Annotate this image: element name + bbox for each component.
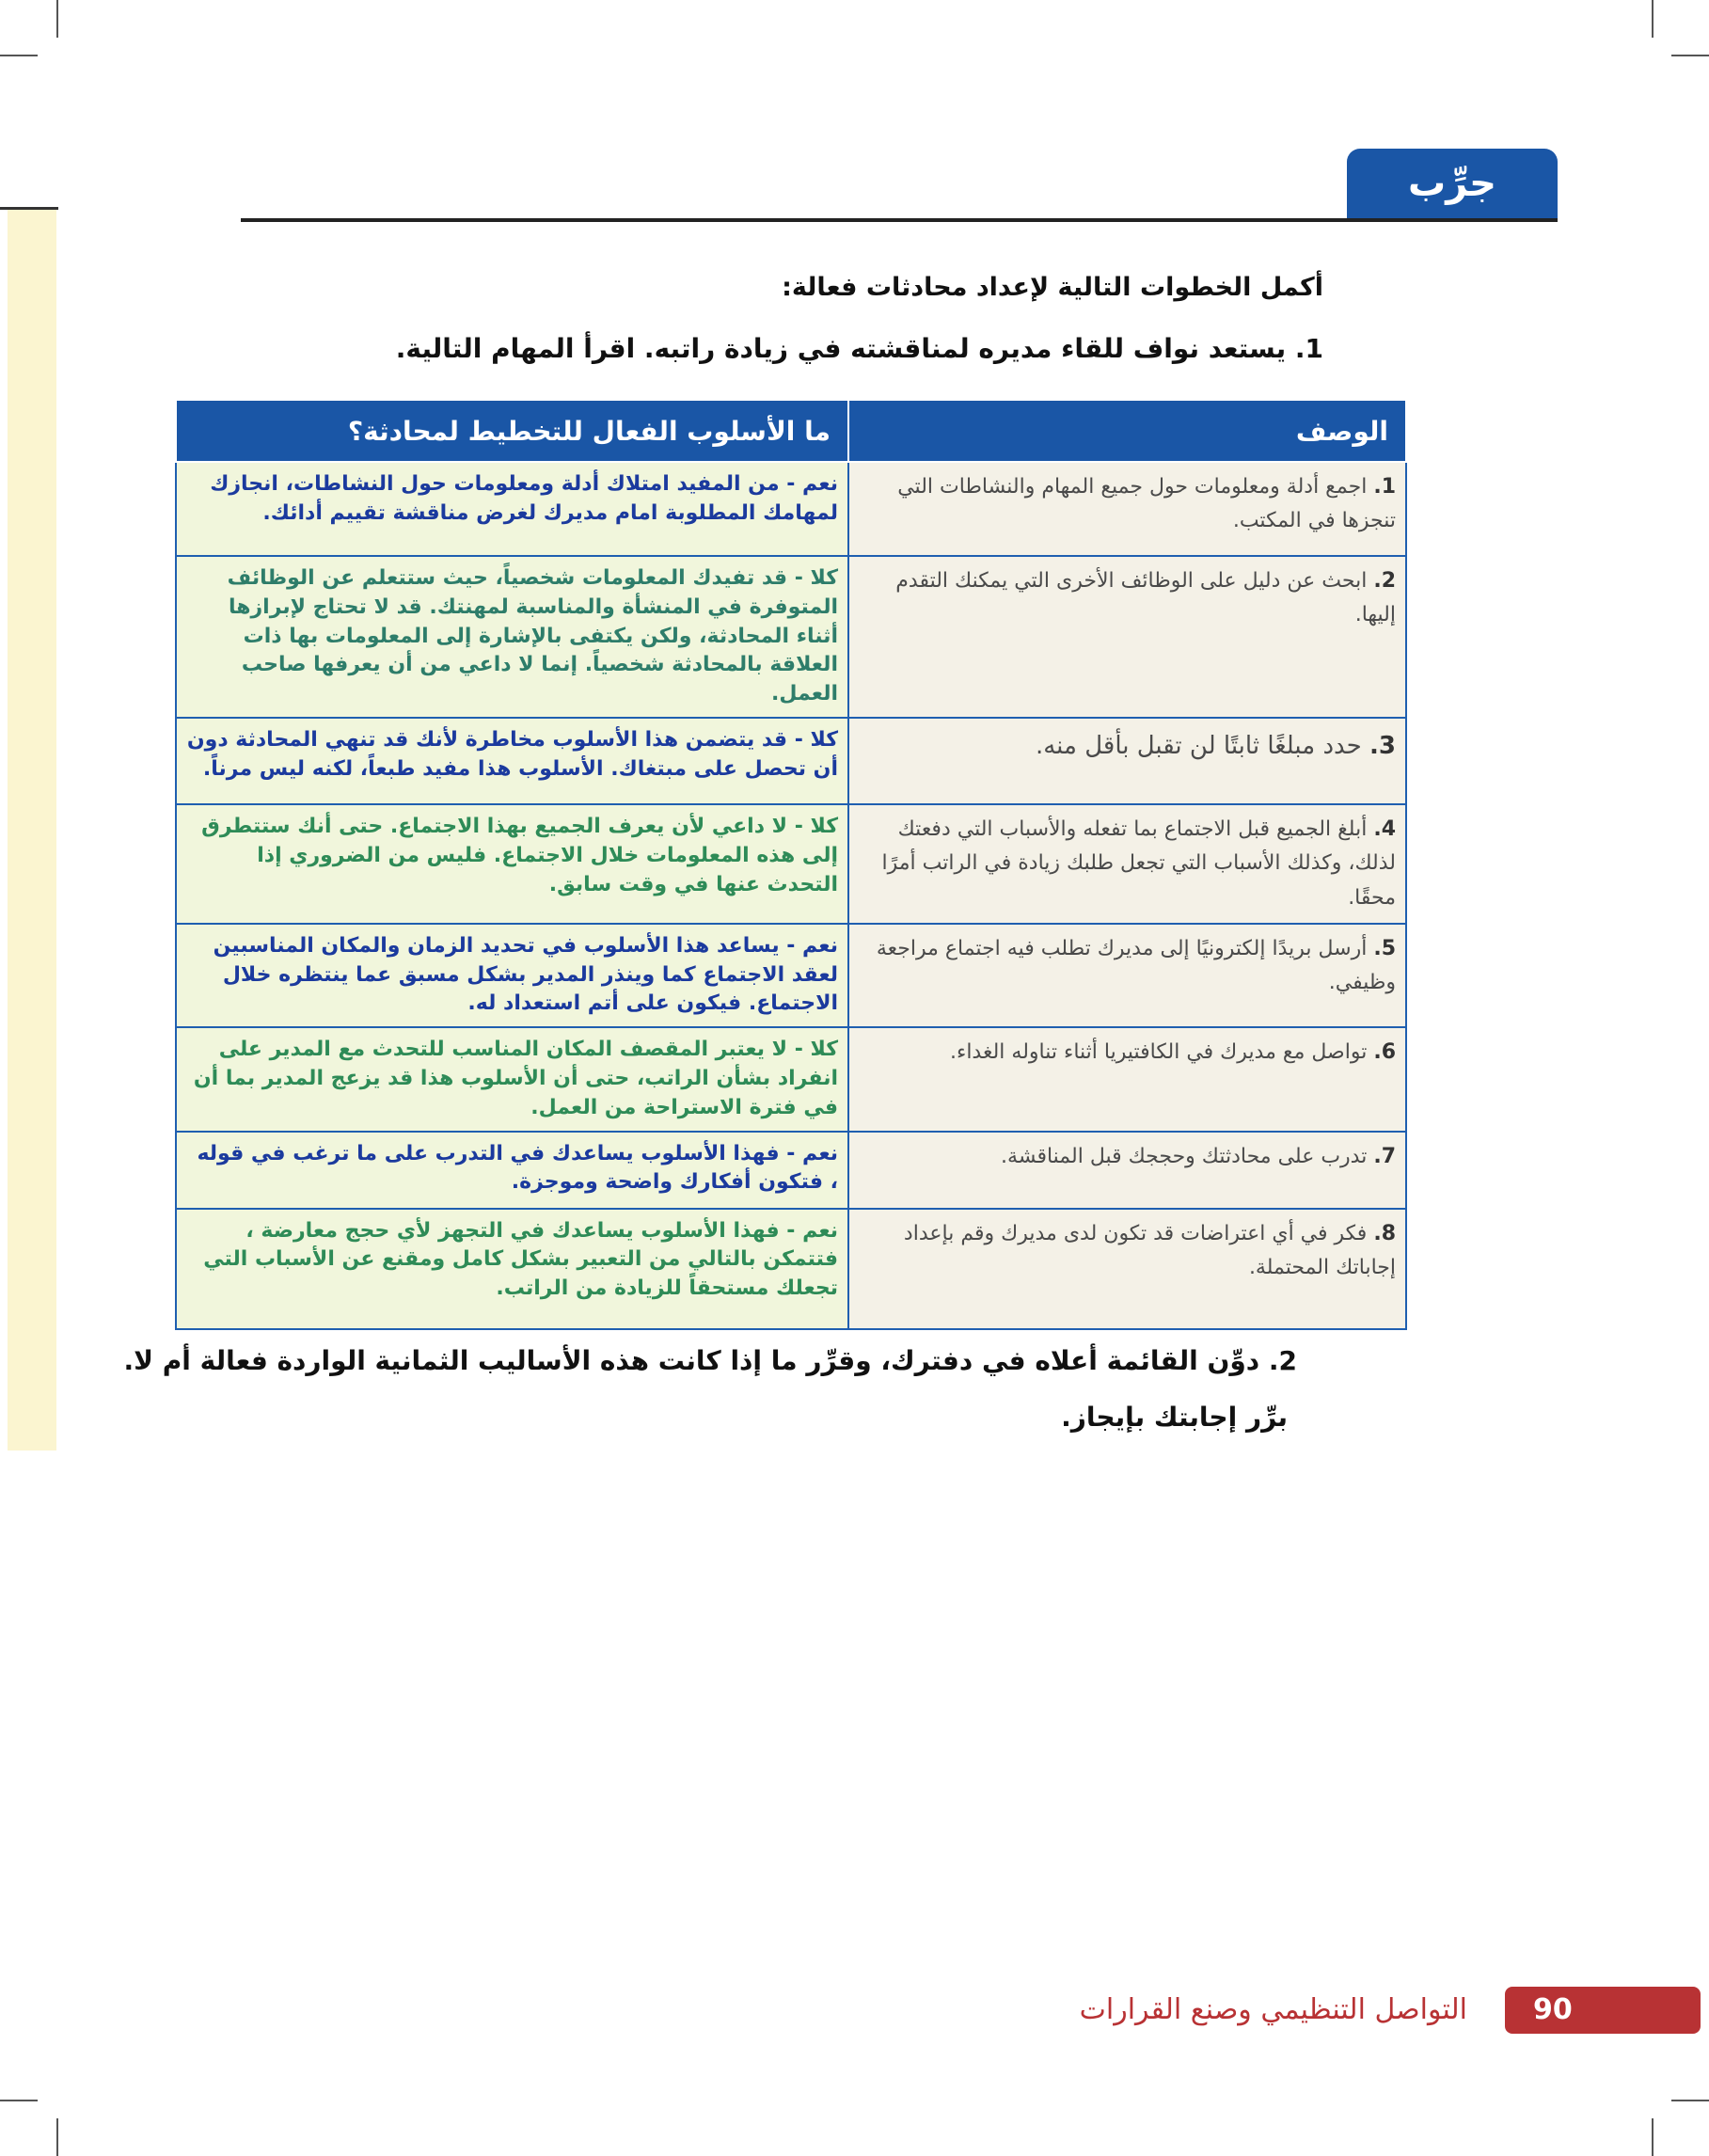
crop-mark (1652, 0, 1654, 38)
intro-text: أكمل الخطوات التالية لإعداد محادثات فعالة: (782, 273, 1323, 302)
row-answer: نعم - يساعد هذا الأسلوب في تحديد الزمان والمكان المناسبين لعقد الاجتماع كما وينذر المدير بشكل مسبق عما ينتظره خلال الاجتماع. فيكون على أتم استعداد له. (176, 924, 848, 1027)
step-2-line1: دوِّن القائمة أعلاه في دفترك، وقرِّر ما إذا كانت هذه الأساليب الثمانية الواردة فعالة أم لا. (123, 1345, 1260, 1376)
row-number: 8. (1373, 1221, 1396, 1245)
row-number: 5. (1373, 936, 1396, 960)
row-number: 1. (1373, 475, 1396, 499)
row-desc: تواصل مع مديرك في الكافتيريا أثناء تناوله الغداء. (949, 1040, 1368, 1065)
row-answer: كلا - لا داعي لأن يعرف الجميع بهذا الاجتماع. حتى أنك ستتطرق إلى هذه المعلومات خلال الاجتماع. فليس من الضروري إذا التحدث عنها في وقت سابق. (176, 804, 848, 924)
step-1-number: 1. (1294, 333, 1323, 364)
table-row (176, 924, 1406, 1027)
crop-mark (56, 2118, 58, 2156)
row-answer: كلا - لا يعتبر المقصف المكان المناسب للتحدث مع المدير على انفراد بشأن الراتب، حتى أن الأسلوب هذا قد يزعج المدير بما أن في فترة الاستراحة من العمل. (176, 1027, 848, 1131)
crop-mark (0, 55, 38, 56)
row-desc: أرسل بريدًا إلكترونيًا إلى مديرك تطلب فيه اجتماع مراجعة وظيفي. (876, 936, 1396, 995)
footer-title: التواصل التنظيمي وصنع القرارات (1079, 1993, 1467, 2026)
row-desc: فكر في أي اعتراضات قد تكون لدى مديرك وقم بإعداد إجاباتك المحتملة. (903, 1221, 1396, 1279)
header-desc: الوصف (848, 400, 1406, 462)
row-number: 6. (1373, 1040, 1396, 1065)
crop-mark (1671, 2100, 1709, 2101)
crop-mark (1671, 55, 1709, 56)
planning-table (175, 399, 1407, 1330)
row-desc: اجمع أدلة ومعلومات حول جميع المهام والنشاطات التي تنجزها في المكتب. (897, 475, 1396, 533)
side-rule (0, 207, 58, 210)
row-number: 3. (1369, 731, 1396, 760)
header-answer: ما الأسلوب الفعال للتخطيط لمحادثة؟ (176, 400, 848, 462)
table-row (176, 556, 1406, 718)
step-2 (124, 1345, 1297, 1376)
row-answer: كلا - قد يتضمن هذا الأسلوب مخاطرة لأنك قد تنهي المحادثة دون أن تحصل على مبتغاك. الأسلوب هذا مفيد طبعاً، لكنه ليس مرناً. (176, 718, 848, 804)
row-desc: ابحث عن دليل على الوظائف الأخرى التي يمكنك التقدم إليها. (895, 569, 1396, 627)
crop-mark (56, 0, 58, 38)
step-2-number: 2. (1268, 1345, 1297, 1376)
table-row (176, 462, 1406, 556)
row-desc: حدد مبلغًا ثابتًا لن تقبل بأقل منه. (1035, 731, 1362, 760)
row-number: 7. (1373, 1144, 1396, 1168)
crop-mark (1652, 2118, 1654, 2156)
section-tab: جرِّب بنفسك (1347, 149, 1558, 218)
row-answer: كلا - قد تفيدك المعلومات شخصياً، حيث ستتعلم عن الوظائف المتوفرة في المنشأة والمناسبة لمهنتك. قد لا تحتاج لإبرازها أثناء المحادثة، ولكن يكتفى بالإشارة إلى المعلومات بها ذات العلاقة بالمحادثة شخصياً. إنما لا داعي من أن يعرفها صاحب العمل. (176, 556, 848, 718)
step-1-text: يستعد نواف للقاء مديره لمناقشته في زيادة راتبه. اقرأ المهام التالية. (395, 333, 1287, 364)
row-number: 4. (1373, 816, 1396, 841)
table-row (176, 804, 1406, 924)
side-strip (8, 209, 56, 1451)
crop-mark (0, 2100, 38, 2101)
header-rule (241, 218, 1558, 222)
row-desc: أبلغ الجميع قبل الاجتماع بما تفعله والأسباب التي دفعتك لذلك، وكذلك الأسباب التي تجعل طلبك زيادة في الراتب أمرًا محقًا. (881, 816, 1396, 910)
table-row (176, 718, 1406, 804)
row-answer: نعم - فهذا الأسلوب يساعدك في التدرب على ما ترغب في قوله ، فتكون أفكارك واضحة وموجزة. (176, 1132, 848, 1209)
table-row (176, 1209, 1406, 1329)
row-number: 2. (1373, 569, 1396, 593)
table-header-row (176, 400, 1406, 462)
table-row (176, 1027, 1406, 1131)
row-answer: نعم - فهذا الأسلوب يساعدك في التجهز لأي حجج معارضة ، فتتمكن بالتالي من التعبير بشكل كامل ومقنع عن الأسباب التي تجعلك مستحقاً للزيادة من الراتب. (176, 1209, 848, 1329)
row-desc: تدرب على محادثتك وحججك قبل المناقشة. (1001, 1144, 1368, 1168)
step-1 (396, 333, 1323, 364)
row-answer: نعم - من المفيد امتلاك أدلة ومعلومات حول النشاطات، انجازك لمهامك المطلوبة امام مديرك لغرض مناقشة تقييم أدائك. (176, 462, 848, 556)
step-2-line2: برِّر إجابتك بإيجاز. (1061, 1402, 1288, 1433)
page-number: 90 (1505, 1987, 1701, 2034)
table-row (176, 1132, 1406, 1209)
